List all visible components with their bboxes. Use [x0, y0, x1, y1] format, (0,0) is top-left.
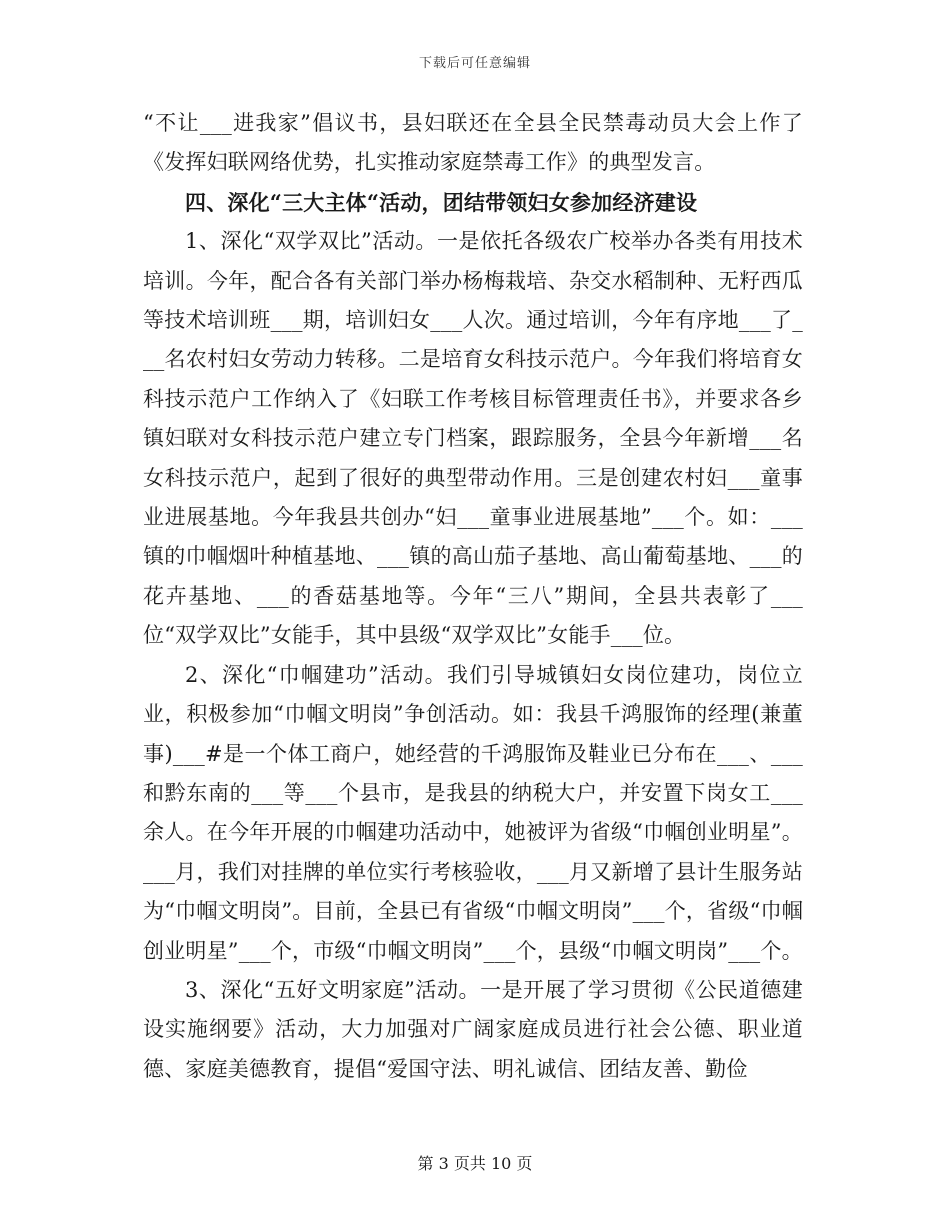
paragraph-shuangxue: 1、深化“双学双比”活动。一是依托各级农广校举办各类有用技术培训。今年，配合各有关部门举办杨梅栽培、杂交水稻制种、无籽西瓜等技术培训班___期，培训妇女___人次。通过培训，今年有序地___了___名农村妇女劳动力转移。二是培育女科技示范户。今年我们将培育女科技示范户工作纳入了《妇联工作考核目标管理责任书》，并要求各乡镇妇联对女科技示范户建立专门档案，跟踪服务，全县今年新增___名女科技示范户，起到了很好的典型带动作用。三是创建农村妇___童事业进展基地。今年我县共创办“妇___童事业进展基地”___个。如：___镇的巾帼烟叶种植基地、___镇的高山茄子基地、高山葡萄基地、___的花卉基地、___的香菇基地等。今年“三八”期间，全县共表彰了___位“双学双比”女能手，其中县级“双学双比”女能手___位。 [143, 229, 803, 648]
paragraph-jinguo: 2、深化“巾帼建功”活动。我们引导城镇妇女岗位建功，岗位立业，积极参加“巾帼文明岗”争创活动。如：我县千鸿服饰的经理(兼董事)___#是一个体工商户，她经营的千鸿服饰及鞋业已分布在___、___和黔东南的___等___个县市，是我县的纳税大户，并安置下岗女工___余人。在今年开展的巾帼建功活动中，她被评为省级“巾帼创业明星”。___月，我们对挂牌的单位实行考核验收，___月又新增了县计生服务站为“巾帼文明岗”。目前，全县已有省级“巾帼文明岗”___个，省级“巾帼创业明星”___个，市级“巾帼文明岗”___个，县级“巾帼文明岗”___个。 [143, 662, 803, 963]
section-heading: 四、深化“三大主体“活动，团结带领妇女参加经济建设 [185, 189, 698, 215]
paragraph-continuation: “不让___进我家”倡议书，县妇联还在全县全民禁毒动员大会上作了《发挥妇联网络优势，扎实推动家庭禁毒工作》的典型发言。 [143, 111, 803, 175]
document-body [143, 104, 803, 1089]
page-number: 第 3 页共 10 页 [417, 1154, 533, 1173]
paragraph-wuhao: 3、深化“五好文明家庭”活动。一是开展了学习贯彻《公民道德建设实施纲要》活动，大力加强对广阔家庭成员进行社会公德、职业道德、家庭美德教育，提倡“爱国守法、明礼诚信、团结友善、勤俭 [143, 977, 803, 1081]
page-header: 下载后可任意编辑 [418, 56, 531, 71]
